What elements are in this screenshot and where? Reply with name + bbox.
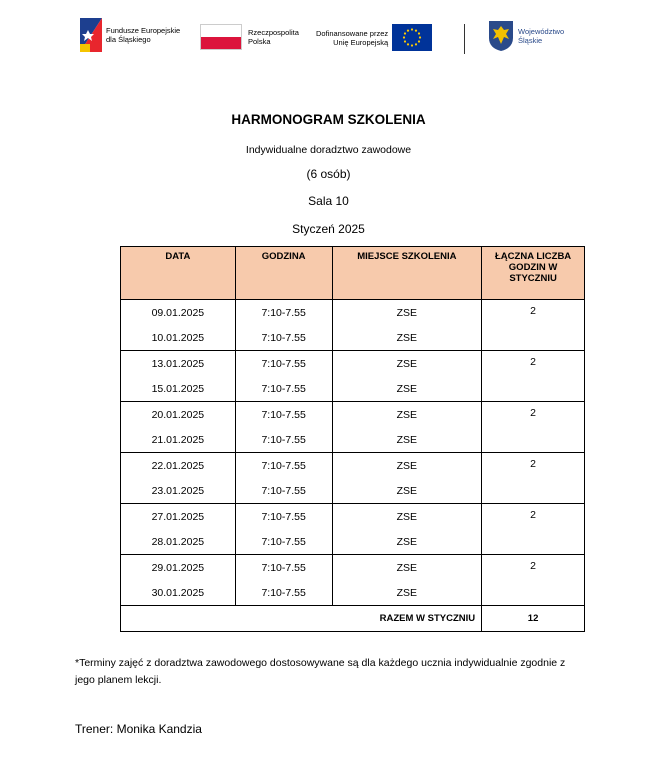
table-row bbox=[121, 555, 585, 581]
fe-logo-line1: Fundusze Europejskie bbox=[106, 26, 181, 35]
fundusze-europejskie-icon bbox=[80, 18, 102, 52]
time-cell: 7:10-7.55 bbox=[235, 300, 332, 326]
sum-label: RAZEM W STYCZNIU bbox=[121, 606, 482, 632]
time-cell: 7:10-7.55 bbox=[235, 402, 332, 428]
fe-logo-line2: dla Śląskiego bbox=[106, 35, 151, 44]
summary-row bbox=[121, 606, 585, 632]
time-cell: 7:10-7.55 bbox=[235, 529, 332, 555]
group-total-cell: 2 bbox=[482, 555, 585, 606]
trainer-name: Trener: Monika Kandzia bbox=[75, 722, 202, 736]
table-row bbox=[121, 351, 585, 377]
table-row bbox=[121, 504, 585, 530]
time-cell: 7:10-7.55 bbox=[235, 427, 332, 453]
group-total-cell: 2 bbox=[482, 402, 585, 453]
group-total-cell: 2 bbox=[482, 504, 585, 555]
header-total-hours: ŁĄCZNA LICZBA GODZIN W STYCZNIU bbox=[482, 247, 585, 300]
time-cell: 7:10-7.55 bbox=[235, 504, 332, 530]
date-cell: 21.01.2025 bbox=[121, 427, 236, 453]
room-label: Sala 10 bbox=[308, 194, 349, 208]
time-cell: 7:10-7.55 bbox=[235, 580, 332, 606]
time-cell: 7:10-7.55 bbox=[235, 351, 332, 377]
header-date: DATA bbox=[121, 247, 236, 300]
document-title: HARMONOGRAM SZKOLENIA bbox=[231, 112, 426, 127]
date-cell: 09.01.2025 bbox=[121, 300, 236, 326]
place-cell: ZSE bbox=[332, 555, 482, 581]
table-row bbox=[121, 453, 585, 479]
place-cell: ZSE bbox=[332, 376, 482, 402]
table-row bbox=[121, 300, 585, 326]
time-cell: 7:10-7.55 bbox=[235, 453, 332, 479]
polish-flag-icon bbox=[200, 24, 242, 50]
time-cell: 7:10-7.55 bbox=[235, 325, 332, 351]
header-time: GODZINA bbox=[235, 247, 332, 300]
schedule-table bbox=[120, 246, 585, 632]
date-cell: 28.01.2025 bbox=[121, 529, 236, 555]
sl-logo-line2: Śląskie bbox=[518, 36, 543, 45]
time-cell: 7:10-7.55 bbox=[235, 376, 332, 402]
date-cell: 20.01.2025 bbox=[121, 402, 236, 428]
wojewodztwo-slaskie-logo bbox=[488, 20, 564, 52]
table-row bbox=[121, 402, 585, 428]
ue-logo-line2: Unię Europejską bbox=[333, 37, 389, 47]
time-cell: 7:10-7.55 bbox=[235, 555, 332, 581]
place-cell: ZSE bbox=[332, 402, 482, 428]
date-cell: 13.01.2025 bbox=[121, 351, 236, 377]
date-cell: 15.01.2025 bbox=[121, 376, 236, 402]
rp-logo-line2: Polska bbox=[248, 37, 271, 46]
logo-separator bbox=[464, 24, 465, 54]
place-cell: ZSE bbox=[332, 427, 482, 453]
place-cell: ZSE bbox=[332, 325, 482, 351]
date-cell: 22.01.2025 bbox=[121, 453, 236, 479]
logo-strip bbox=[80, 14, 600, 60]
date-cell: 27.01.2025 bbox=[121, 504, 236, 530]
sl-logo-line1: Województwo bbox=[518, 27, 565, 36]
place-cell: ZSE bbox=[332, 478, 482, 504]
group-total-cell: 2 bbox=[482, 300, 585, 351]
place-cell: ZSE bbox=[332, 529, 482, 555]
footnote: *Terminy zajęć z doradztwa zawodowego dostosowywane są dla każdego ucznia indywidualnie zgodnie z jego planem lekcji. bbox=[75, 657, 566, 686]
group-total-cell: 2 bbox=[482, 453, 585, 504]
table-header-row bbox=[121, 247, 585, 300]
group-total-cell: 2 bbox=[482, 351, 585, 402]
date-cell: 29.01.2025 bbox=[121, 555, 236, 581]
date-cell: 30.01.2025 bbox=[121, 580, 236, 606]
date-cell: 23.01.2025 bbox=[121, 478, 236, 504]
rzeczpospolita-logo bbox=[200, 24, 299, 50]
time-cell: 7:10-7.55 bbox=[235, 478, 332, 504]
document-subtitle: Indywidualne doradztwo zawodowe bbox=[245, 144, 412, 156]
rp-logo-line1: Rzeczpospolita bbox=[248, 28, 299, 37]
place-cell: ZSE bbox=[332, 351, 482, 377]
header-place: MIEJSCE SZKOLENIA bbox=[332, 247, 482, 300]
participants-count: (6 osób) bbox=[306, 167, 351, 181]
sum-value: 12 bbox=[482, 606, 585, 632]
place-cell: ZSE bbox=[332, 504, 482, 530]
place-cell: ZSE bbox=[332, 300, 482, 326]
eagle-coat-of-arms-icon bbox=[488, 20, 514, 52]
place-cell: ZSE bbox=[332, 453, 482, 479]
date-cell: 10.01.2025 bbox=[121, 325, 236, 351]
month-label: Styczeń 2025 bbox=[292, 222, 365, 236]
eu-cofinanced-logo bbox=[316, 24, 432, 51]
place-cell: ZSE bbox=[332, 580, 482, 606]
schedule-body bbox=[121, 300, 585, 606]
eu-flag-icon bbox=[392, 24, 432, 51]
fundusze-europejskie-logo bbox=[80, 18, 180, 52]
ue-logo-line1: Dofinansowane przez bbox=[316, 28, 389, 38]
